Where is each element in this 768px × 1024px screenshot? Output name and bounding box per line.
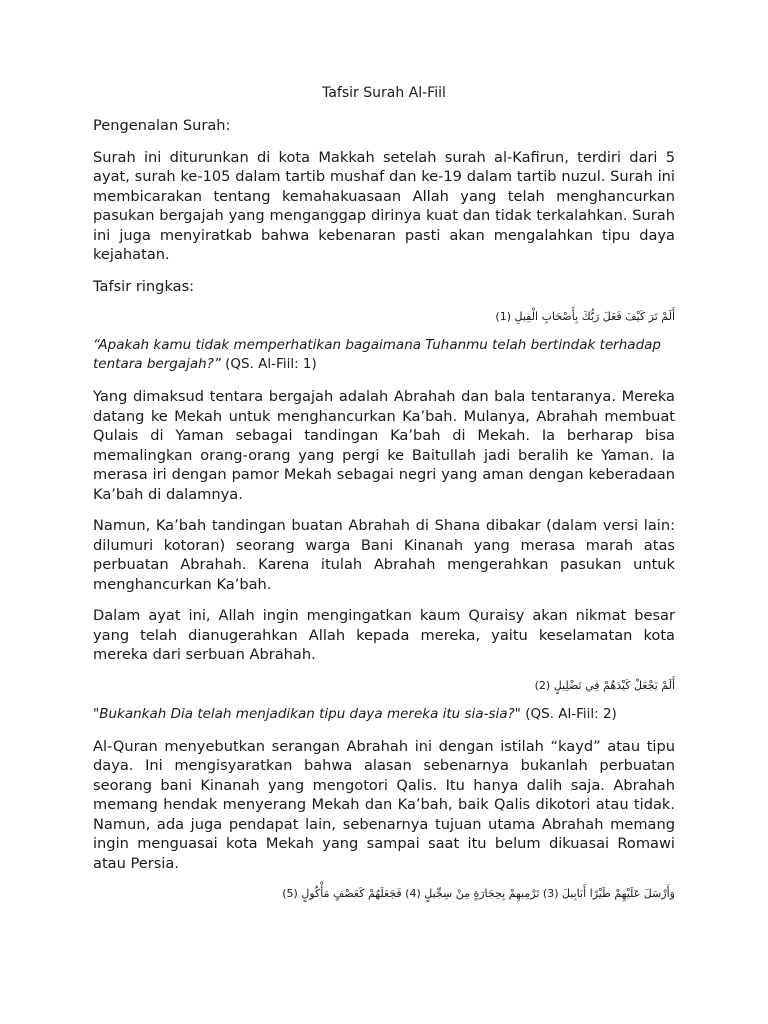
verse-1-translation-block	[93, 336, 675, 374]
verse-3-5-arabic: وَأَرْسَلَ عَلَيْهِمْ طَيْرًا أَبَابِيلَ (3) تَرْمِيهِمْ بِحِجَارَةٍ مِنْ سِجِّيلٍ (4) فَجَعَلَهُمْ كَعَصْفٍ مَأْكُولٍ (5)	[282, 887, 675, 900]
verse-2-arabic: أَلَمْ يَجْعَلْ كَيْدَهُمْ فِي تَضْلِيلٍ (2)	[534, 678, 675, 692]
verse-2-translation: "Bukankah Dia telah menjadikan tipu daya mereka itu sia-sia?"	[93, 705, 521, 722]
paragraph-3: Dalam ayat ini, Allah ingin mengingatkan kaum Quraisy akan nikmat besar yang telah dianugerahkan Allah kepada mereka, yaitu keselamatan kota mereka dari serbuan Abrahah.	[93, 607, 675, 663]
verse-2-reference: (QS. Al-Fiil: 2)	[525, 705, 617, 722]
paragraph-2: Namun, Ka’bah tandingan buatan Abrahah di Shana dibakar (dalam versi lain: dilumuri kotoran) seorang warga Bani Kinanah yang merasa marah atas perbuatan Abrahah. Karena itulah Abrahah mengerahkan pasukan untuk menghancurkan Ka’bah.	[93, 517, 675, 593]
intro-paragraph: Surah ini diturunkan di kota Makkah setelah surah al-Kafirun, terdiri dari 5 ayat, surah ke-105 dalam tartib mushaf dan ke-19 dalam tartib nuzul. Surah ini membicarakan tentang kemahakuasaan Allah yang telah menghancurkan pasukan bergajah yang menganggap dirinya kuat dan tidak terkalahkan. Surah ini juga menyiratkab bahwa kebenaran pasti akan mengalahkan tipu daya kejahatan.	[93, 148, 675, 263]
verse-1-arabic: أَلَمْ تَرَ كَيْفَ فَعَلَ رَبُّكَ بِأَصْحَابِ الْفِيلِ (1)	[495, 310, 675, 323]
document-title: Tafsir Surah Al-Fiil	[322, 85, 446, 101]
paragraph-4: Al-Quran menyebutkan serangan Abrahah ini dengan istilah “kayd” atau tipu daya. Ini mengisyaratkan bahwa alasan sebenarnya bukanlah perbuatan seorang bani Kinanah yang mengotori Qalis. Itu hanya dalih saja. Abrahah memang hendak menyerang Mekah dan Ka’bah, baik Qalis dikotori atau tidak. Namun, ada juga pendapat lain, sebenarnya tujuan utama Abrahah memang ingin menguasai kota Mekah yang sampai saat itu belum dikuasai Romawi atau Persia.	[93, 737, 675, 872]
document-page	[93, 84, 675, 913]
verse-1-translation: “Apakah kamu tidak memperhatikan bagaimana Tuhanmu telah bertindak terhadap tentara bergajah?”	[93, 337, 661, 372]
verse-2-translation-block	[93, 705, 675, 724]
verse-1-reference: (QS. Al-Fiil: 1)	[225, 356, 317, 372]
paragraph-1: Yang dimaksud tentara bergajah adalah Abrahah dan bala tentaranya. Mereka datang ke Mekah untuk menghancurkan Ka’bah. Mulanya, Abrahah membuat Qulais di Yaman sebagai tandingan Ka’bah di Mekah. Ia berharap bisa memalingkan orang-orang yang pergi ke Baitullah jadi beralih ke Yaman. Ia merasa iri dengan pamor Mekah sebagai negri yang aman dengan keberadaan Ka’bah di dalamnya.	[93, 388, 675, 503]
tafsir-label: Tafsir ringkas:	[93, 277, 195, 295]
intro-label: Pengenalan Surah:	[93, 117, 231, 134]
